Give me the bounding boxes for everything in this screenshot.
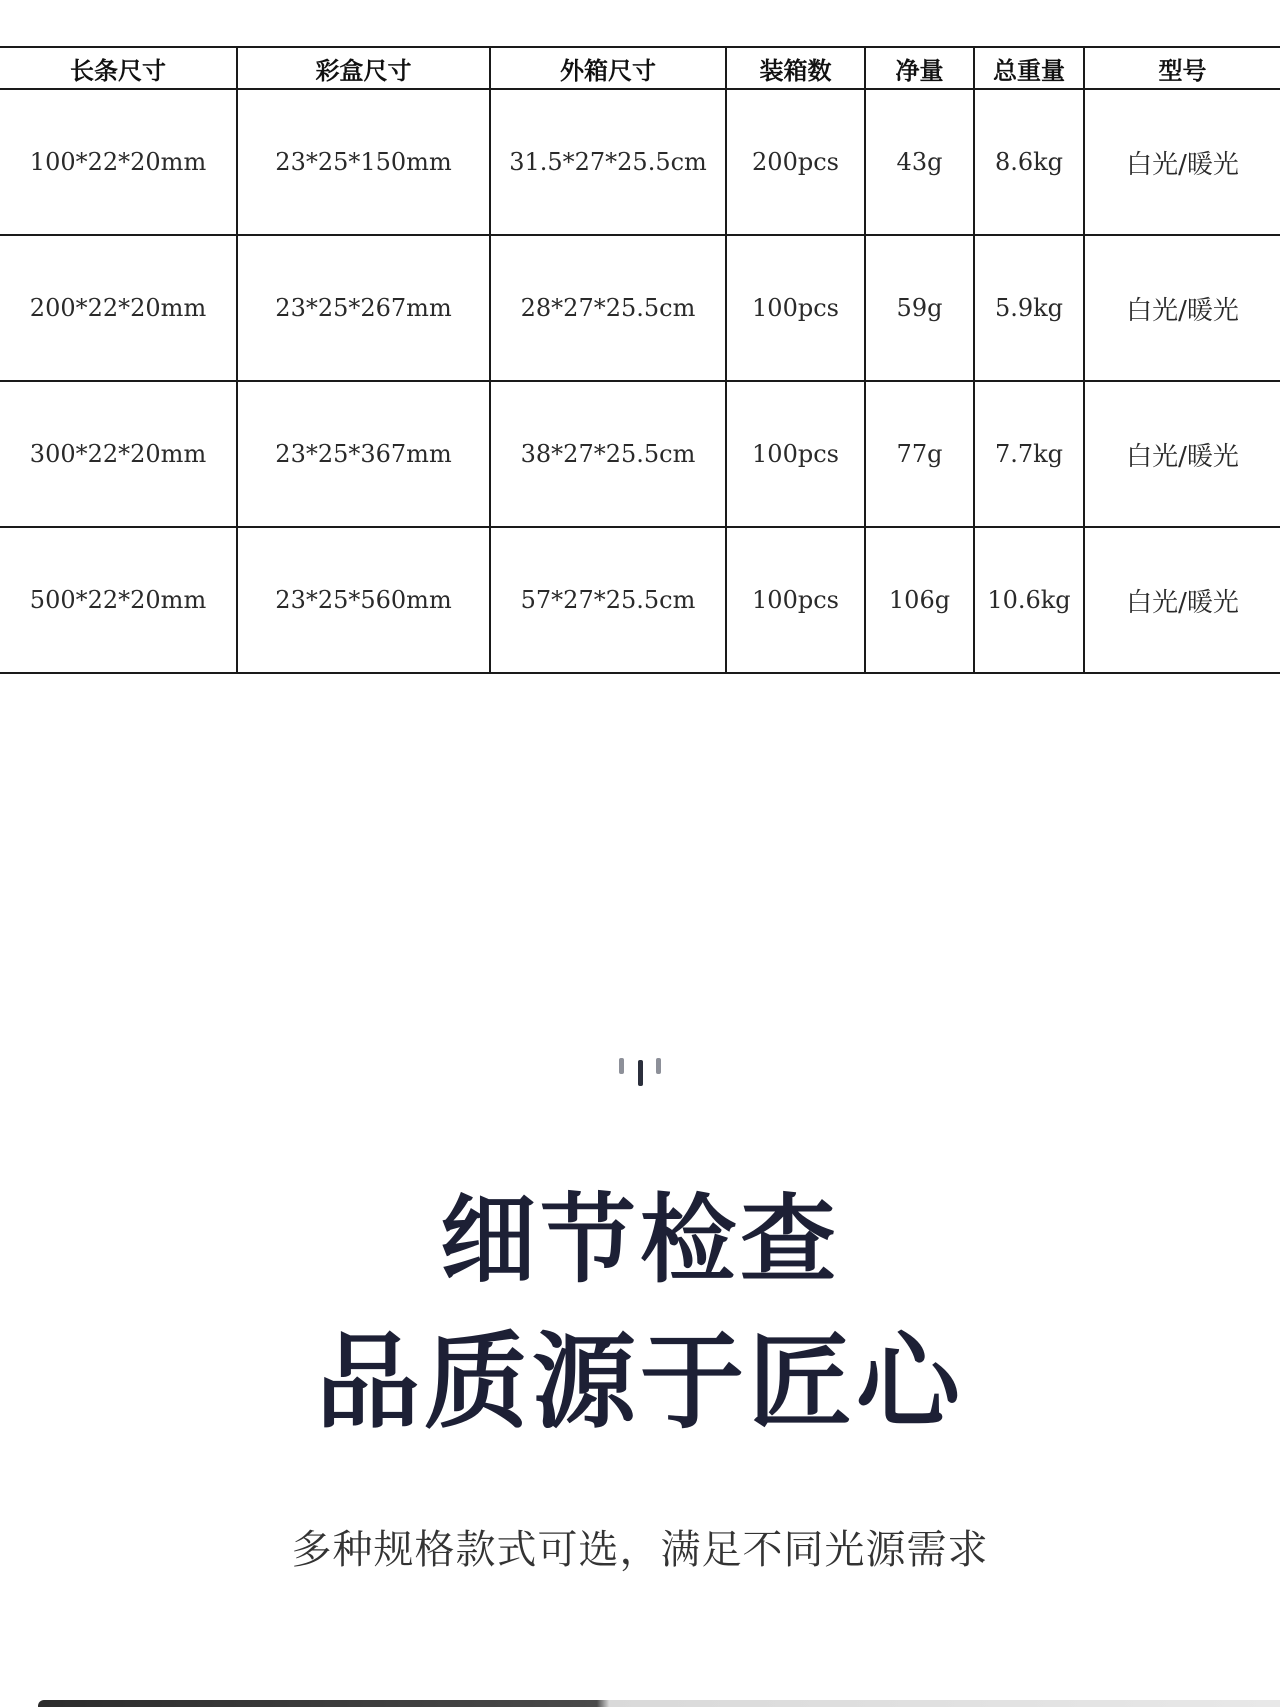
cell-pack-quantity: 200pcs bbox=[726, 89, 865, 235]
section-slogan: 品质源于匠心 bbox=[315, 1321, 964, 1443]
section-title: 细节检查 bbox=[440, 1184, 840, 1296]
header-pack-quantity: 装箱数 bbox=[726, 47, 865, 89]
cell-outer-carton-size: 57*27*25.5cm bbox=[490, 527, 726, 673]
cell-color-box-size: 23*25*367mm bbox=[237, 381, 490, 527]
cell-net-weight: 43g bbox=[865, 89, 974, 235]
bottom-image-edge bbox=[38, 1700, 1280, 1707]
cell-outer-carton-size: 28*27*25.5cm bbox=[490, 235, 726, 381]
spec-table bbox=[0, 46, 1280, 674]
cell-outer-carton-size: 31.5*27*25.5cm bbox=[490, 89, 726, 235]
bar-right bbox=[656, 1058, 661, 1074]
cell-strip-size: 100*22*20mm bbox=[0, 89, 237, 235]
table-row bbox=[0, 527, 1280, 673]
cell-strip-size: 200*22*20mm bbox=[0, 235, 237, 381]
cell-gross-weight: 10.6kg bbox=[974, 527, 1084, 673]
cell-net-weight: 77g bbox=[865, 381, 974, 527]
cell-model: 白光/暖光 bbox=[1084, 527, 1280, 673]
cell-model: 白光/暖光 bbox=[1084, 235, 1280, 381]
table-header-row bbox=[0, 47, 1280, 89]
section-description: 多种规格款式可选，满足不同光源需求 bbox=[291, 1527, 989, 1573]
cell-net-weight: 106g bbox=[865, 527, 974, 673]
cell-net-weight: 59g bbox=[865, 235, 974, 381]
cell-pack-quantity: 100pcs bbox=[726, 527, 865, 673]
cell-model: 白光/暖光 bbox=[1084, 89, 1280, 235]
header-strip-size: 长条尺寸 bbox=[0, 47, 237, 89]
cell-color-box-size: 23*25*267mm bbox=[237, 235, 490, 381]
table-row bbox=[0, 235, 1280, 381]
table-row bbox=[0, 89, 1280, 235]
cell-pack-quantity: 100pcs bbox=[726, 381, 865, 527]
cell-color-box-size: 23*25*560mm bbox=[237, 527, 490, 673]
cell-strip-size: 300*22*20mm bbox=[0, 381, 237, 527]
header-net-weight: 净量 bbox=[865, 47, 974, 89]
cell-gross-weight: 5.9kg bbox=[974, 235, 1084, 381]
header-gross-weight: 总重量 bbox=[974, 47, 1084, 89]
cell-gross-weight: 8.6kg bbox=[974, 89, 1084, 235]
cell-gross-weight: 7.7kg bbox=[974, 381, 1084, 527]
decorative-bars-icon bbox=[616, 1056, 664, 1092]
cell-pack-quantity: 100pcs bbox=[726, 235, 865, 381]
cell-outer-carton-size: 38*27*25.5cm bbox=[490, 381, 726, 527]
bar-left bbox=[619, 1058, 624, 1074]
header-color-box-size: 彩盒尺寸 bbox=[237, 47, 490, 89]
table-row bbox=[0, 381, 1280, 527]
cell-model: 白光/暖光 bbox=[1084, 381, 1280, 527]
cell-color-box-size: 23*25*150mm bbox=[237, 89, 490, 235]
header-model: 型号 bbox=[1084, 47, 1280, 89]
header-outer-carton-size: 外箱尺寸 bbox=[490, 47, 726, 89]
cell-strip-size: 500*22*20mm bbox=[0, 527, 237, 673]
bar-center bbox=[638, 1060, 643, 1086]
